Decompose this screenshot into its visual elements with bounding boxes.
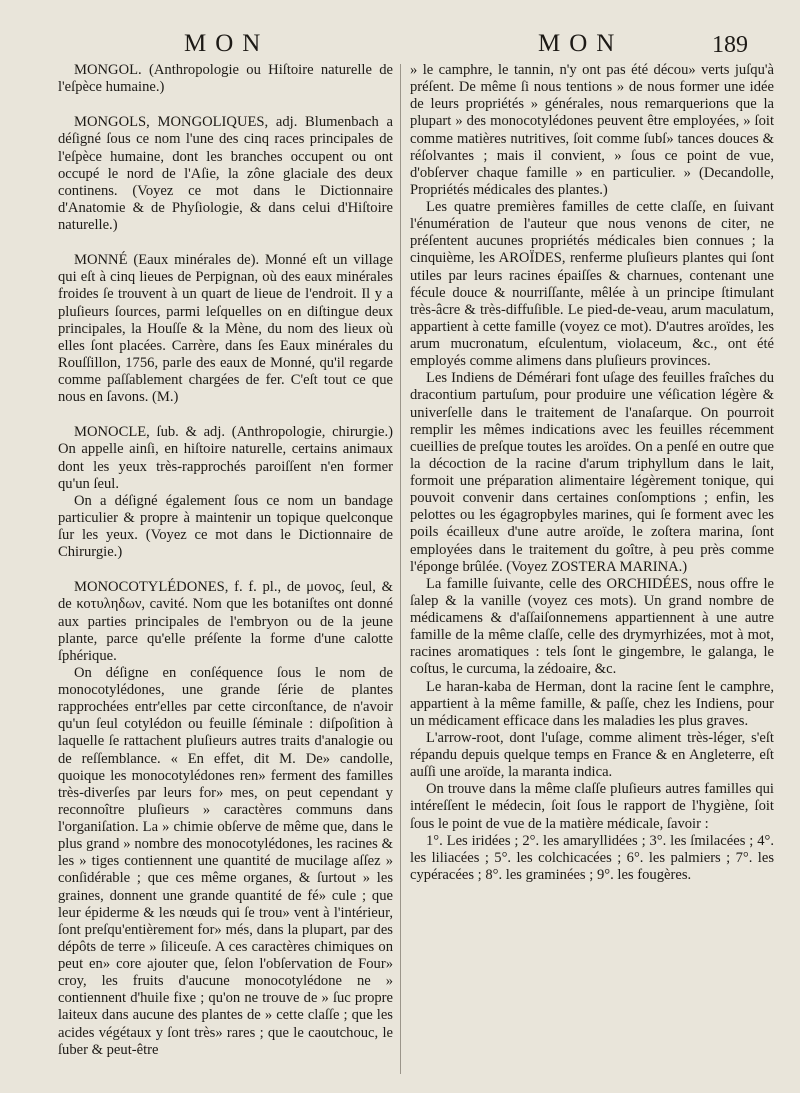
paragraph-arrow-root: L'arrow-root, dont l'uſage, comme aliment très-léger, s'eſt répandu depuis quelque temps en France & en Angleterre, eſt auſſi une aroïde, la maranta indica. xyxy=(410,729,774,781)
left-column xyxy=(58,62,393,1059)
paragraph-monocotyledones-series: On déſigne en conſéquence ſous le nom de monocotylédones, une grande ſérie de plantes rapprochées entr'elles par cette circonſtance, de n'avoir qu'un ſeul cotylédon ou feuille ſéminale : diſpoſition à laquelle ſe rattachent pluſieurs autres traits d'analogie ou de reſſemblance. « En effet, dit M. De» candolle, quoique les monocotylédones ren» ferment des familles très-diverſes par leurs for» mes, on peut cependant y reconnoître pluſieurs » caractères communs dans l'organiſation. La » chimie obſerve de même que, dans le plus grand » nombre des monocotylédones, les racines & les » tiges contiennent une quantité de mucilage aſſez » conſidérable ; que ces même organes, & ſurtout » les graines, donnent une grande quantité de fé» cule ; que leur épiderme & les nœuds qui ſe trou» vent à l'intérieur, ſont preſqu'entièrement for» més, dans la plupart, par des dépôts de terre » ſiliceuſe. A ces caractères chimiques on peut en» core ajouter que, ſelon l'obſervation de Four» croy, les fruits d'aucune monocotylédone ne » contiennent d'huile fixe ; qu'on ne trouve de » ſuc propre laiteux dans aucune des plantes de » cette claſſe ; que les acides végétaux y ſont très» rares ; que le caoutchouc, le ſuber & peut-être xyxy=(58,664,393,1058)
running-head-right: MON xyxy=(538,30,624,57)
entry-mongols: MONGOLS, MONGOLIQUES, adj. Blumenbach a déſigné ſous ce nom l'une des cinq races principales de l'eſpèce humaine, dont les branches occupent ou ont occupé le nord de l'Aſie, la zône glaciale des deux continens. (Voyez ce mot dans le Dictionnaire d'Anatomie & de Phyſiologie, & dans celui d'Hiſtoire naturelle.) xyxy=(58,114,393,233)
right-column xyxy=(410,62,774,884)
paragraph-other-families: On trouve dans la même claſſe pluſieurs autres familles qui intéreſſent le médecin, ſoit ſous le rapport de l'hygiène, ſoit ſous le point de vue de la matière médicale, ſavoir : xyxy=(410,781,774,832)
paragraph-aroides: Les quatre premières familles de cette claſſe, en ſuivant l'énumération de l'auteur que nous venons de citer, ne préſentent aucunes propriétés médicales bien connues ; la cinquième, les AROÏDES, renferme pluſieurs plantes qui ſont utiles par leurs racines épaiſſes & charnues, contenant une fécule douce & nourriſſante, mêlée à un principe ſtimulant très-âcre & très-diffuſible. Le pied-de-veau, arum maculatum, appartient à cette famille (voyez ce mot). D'autres aroïdes, les arum mucronatum, eſculentum, violaceum, &c., ont été employés comme alimens dans pluſieurs provinces. xyxy=(410,199,774,370)
paragraph-orchidees: La famille ſuivante, celle des ORCHIDÉES, nous offre le ſalep & la vanille (voyez ces mots). Un grand nombre de médicamens & d'aſſaiſonnemens appartiennent à une autre famille de la même claſſe, celle des drymyrhizées, mot à mot, racines aromatiques : tels ſont le gingembre, le galanga, le coſtus, le curcuma, la zédoaire, &c. xyxy=(410,575,774,678)
entry-monocle: MONOCLE, ſub. & adj. (Anthropologie, chirurgie.) On appelle ainſi, en hiſtoire naturelle, certains animaux dont les yeux très-rapprochés paroiſſent n'en former qu'un ſeul. xyxy=(58,424,393,492)
running-header xyxy=(0,30,800,66)
paragraph-family-list: 1°. Les iridées ; 2°. les amaryllidées ; 3°. les ſmilacées ; 4°. les liliacées ; 5°. les colchicacées ; 6°. les palmiers ; 7°. les cypéracées ; 8°. les graminées ; 9°. les fougères. xyxy=(410,832,774,883)
paragraph-quote-continuation: » le camphre, le tannin, n'y ont pas été décou» verts juſqu'à préſent. De même ſi nous tentions » de nous former une idée de leurs propriétés » générales, nous remarquerions que la plupart » des monocotylédones peuvent être employées, » ſoit comme matières nutritives, ſoit comme ſubſ» tances douces & réſolvantes ; mais il convient, » ſous ce point de vue, d'obſerver chaque famille » en particulier. » (Decandolle, Propriétés médicales des plantes.) xyxy=(410,62,774,198)
entry-monne: MONNÉ (Eaux minérales de). Monné eſt un village qui eſt à cinq lieues de Perpignan, où des eaux minérales froides ſe trouvent à un quart de lieue de l'endroit. Il y a pluſieurs ſources, parmi leſquelles on en diſtingue deux principales, la Houſſe & la Mène, du nom des lieux où elles ſont placées. Carrère, dans ſes Eaux minérales du Rouſſillon, 1756, parle des eaux de Monné, qu'il regarde comme paſſablement chargées de fer. C'eſt tout ce que nous en ſavons. (M.) xyxy=(58,252,393,406)
paragraph-demerari: Les Indiens de Démérari font uſage des feuilles fraîches du dracontium partuſum, pour produire une véſication légère & univerſelle dans le traitement de l'anaſarque. On pourroit remplir les mêmes indications avec les feuilles récemment cueillies de preſque toutes les aroïdes. On a penſé en outre que la décoction de la racine d'arum triphyllum dans le lait, formoit une préparation alimentaire légèrement tonique, qui pouvoit convenir dans certaines conſomptions ; enfin, les pelottes ou les égagropbyles marines, qui ſe forment avec les poils écailleux d'une autre aroïde, le zoſtera marina, ſont employées dans le traitement du goître, à peu près comme l'éponge brûlée. (Voyez ZOSTERA MARINA.) xyxy=(410,370,774,575)
entry-mongol: MONGOL. (Anthropologie ou Hiſtoire naturelle de l'eſpèce humaine.) xyxy=(58,62,393,96)
page-number: 189 xyxy=(712,32,748,58)
column-divider xyxy=(400,64,401,1074)
running-head-left: MON xyxy=(184,30,270,57)
paragraph-haran-kaba: Le haran-kaba de Herman, dont la racine ſent le camphre, appartient à la même famille, & paſſe, chez les Indiens, pour un médicament efficace dans les maladies les plus graves. xyxy=(410,678,774,729)
entry-monocotyledones: MONOCOTYLÉDONES, f. f. pl., de μονος, ſeul, & de κοτυληδων, cavité. Nom que les botaniſtes ont donné aux parties principales de l'embryon ou de la jeune plante, parce qu'elle préſente la forme d'une calotte ſphérique. xyxy=(58,579,393,664)
paragraph-monocle-bandage: On a déſigné également ſous ce nom un bandage particulier & propre à maintenir un topique quelconque ſur les yeux. (Voyez ce mot dans le Dictionnaire de Chirurgie.) xyxy=(58,492,393,561)
